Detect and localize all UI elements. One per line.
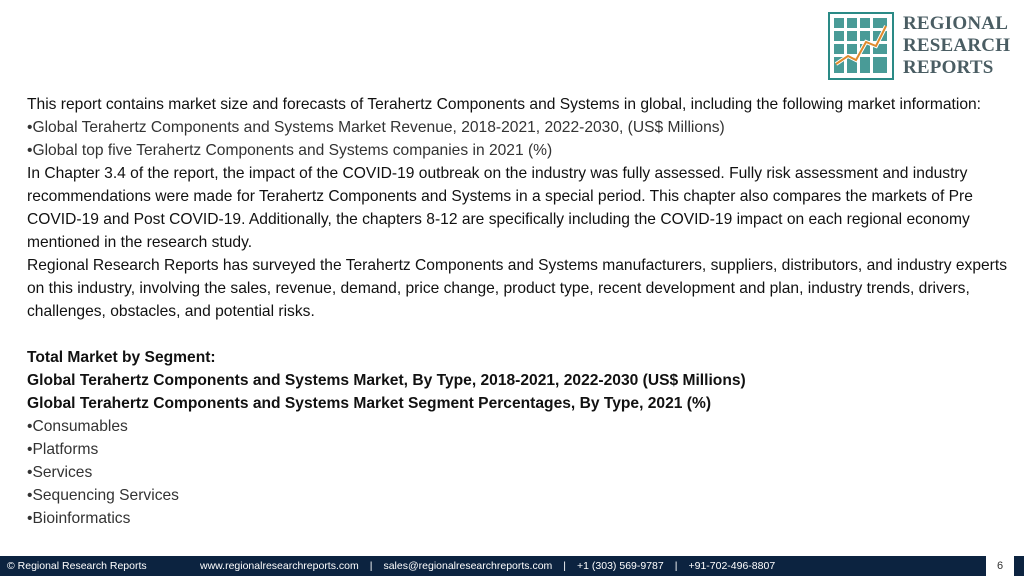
logo-line-1: REGIONAL (903, 13, 1009, 34)
segment-item: •Sequencing Services (27, 487, 179, 504)
footer-separator: | (369, 560, 373, 572)
bullet-top-companies: •Global top five Terahertz Components and Systems companies in 2021 (%) (27, 142, 553, 159)
chart-logo-icon (828, 12, 894, 80)
footer-phone-1: +1 (303) 569-9787 (577, 560, 664, 572)
segment-line-percentages: Global Terahertz Components and Systems Market Segment Percentages, By Type, 2021 (%) (27, 395, 712, 412)
footer-bar (0, 556, 1024, 576)
report-description (27, 93, 1007, 530)
bullet-revenue: •Global Terahertz Components and Systems Market Revenue, 2018-2021, 2022-2030, (US$ Millions) (27, 119, 725, 136)
logo-wordmark (903, 13, 1010, 79)
logo-line-2: RESEARCH (903, 35, 1011, 56)
segment-item: •Consumables (27, 418, 128, 435)
footer-phone-2: +91-702-496-8807 (688, 560, 776, 572)
logo-line-3: REPORTS (903, 57, 994, 78)
intro-paragraph: This report contains market size and forecasts of Terahertz Components and Systems in global, including the following market information: (27, 96, 981, 113)
company-logo (828, 12, 1014, 84)
segment-item: •Services (27, 464, 93, 481)
footer-website-link[interactable]: www.regionalresearchreports.com (200, 560, 359, 572)
spacer (27, 323, 1007, 346)
footer-separator: | (674, 560, 678, 572)
page-number: 6 (986, 556, 1014, 576)
footer-contact (200, 556, 775, 576)
segment-item: •Bioinformatics (27, 510, 131, 527)
footer-copyright: © Regional Research Reports (7, 560, 147, 572)
survey-paragraph: Regional Research Reports has surveyed the Terahertz Components and Systems manufacturers, suppliers, distributors, and industry experts on this industry, involving the sales, revenue, demand, price change, product type, recent development and plan, industry trends, drivers, challenges, obstacles, and potential risks. (27, 257, 1007, 320)
covid-paragraph: In Chapter 3.4 of the report, the impact of the COVID-19 outbreak on the industry was fully assessed. Fully risk assessment and industry recommendations were made for Terahertz Components and Systems in a special period. This chapter also compares the markets of Pre COVID-19 and Post COVID-19. Additionally, the chapters 8-12 are specifically including the COVID-19 impact on each regional economy mentioned in the research study. (27, 165, 973, 251)
segment-line-market: Global Terahertz Components and Systems Market, By Type, 2018-2021, 2022-2030 (US$ Millions) (27, 372, 746, 389)
footer-separator: | (563, 560, 567, 572)
footer-email-link[interactable]: sales@regionalresearchreports.com (383, 560, 553, 572)
segment-item: •Platforms (27, 441, 99, 458)
segment-heading: Total Market by Segment: (27, 349, 216, 366)
